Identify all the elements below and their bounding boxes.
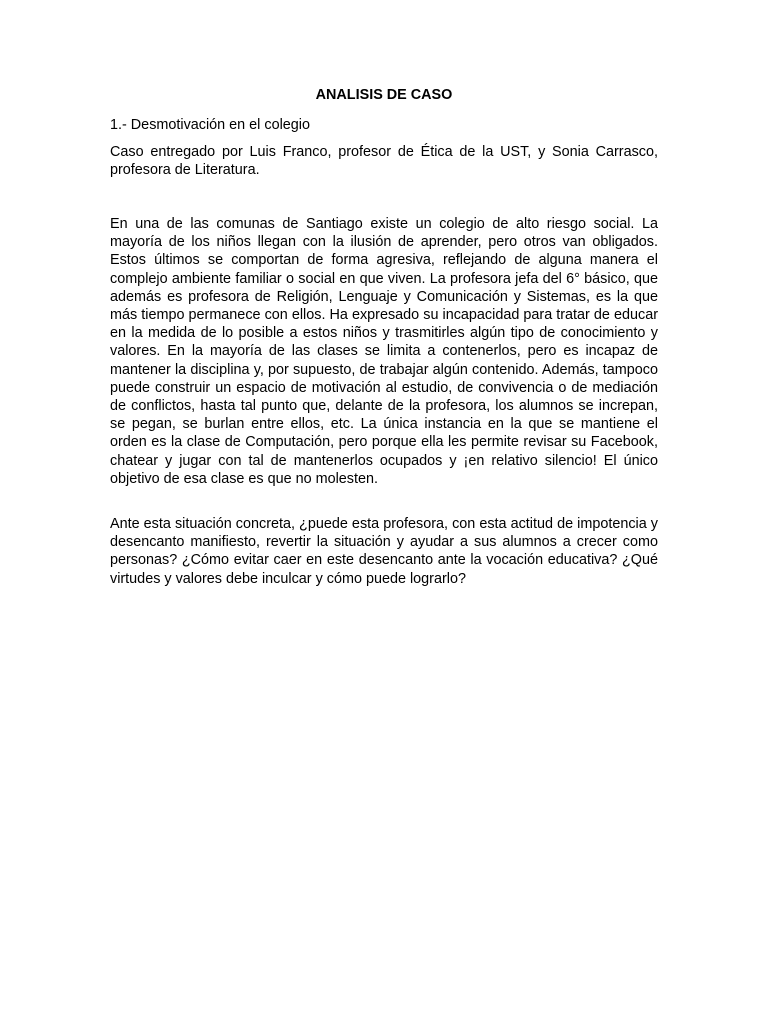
document-title: ANALISIS DE CASO [315,87,453,103]
case-paragraph: En una de las comunas de Santiago existe un colegio de alto riesgo social. La mayoría de los niños llegan con la ilusión de aprender, pero otros van obligados. Estos últimos se comportan de forma agresiva, reflejando de alguna manera el complejo ambiente familiar o social en que viven. La profesora jefa del 6° básico, que además es profesora de Religión, Lenguaje y Comunicación y Sistemas, es la que más tiempo permanece con ellos. Ha expresado su incapacidad para tratar de educar en la medida de lo posible a estos niños y trasmitirles algún tipo de conocimiento y valores. En la mayoría de las clases se limita a contenerlos, pero es incapaz de mantener la disciplina y, por supuesto, de trabajar algún contenido. Además, tampoco puede construir un espacio de motivación al estudio, de convivencia o de mediación de conflictos, hasta tal punto que, delante de la profesora, los alumnos se increpan, se pegan, se burlan entre ellos, etc. La única instancia en la que se mantiene el orden es la clase de Computación, pero porque ella les permite revisar su Facebook, chatear y jugar con tal de mantenerlos ocupados y ¡en relativo silencio! El único objetivo de esa clase es que no molesten. [110,216,658,487]
case-subtitle: 1.- Desmotivación en el colegio [110,117,310,133]
case-questions-paragraph: Ante esta situación concreta, ¿puede esta profesora, con esta actitud de impotencia y desencanto manifiesto, revertir la situación y ayudar a sus alumnos a crecer como personas? ¿Cómo evitar caer en este desencanto ante la vocación educativa? ¿Qué virtudes y valores debe inculcar y cómo puede lograrlo? [110,516,658,587]
case-intro: Caso entregado por Luis Franco, profesor de Ética de la UST, y Sonia Carrasco, profesora de Literatura. [110,144,658,179]
